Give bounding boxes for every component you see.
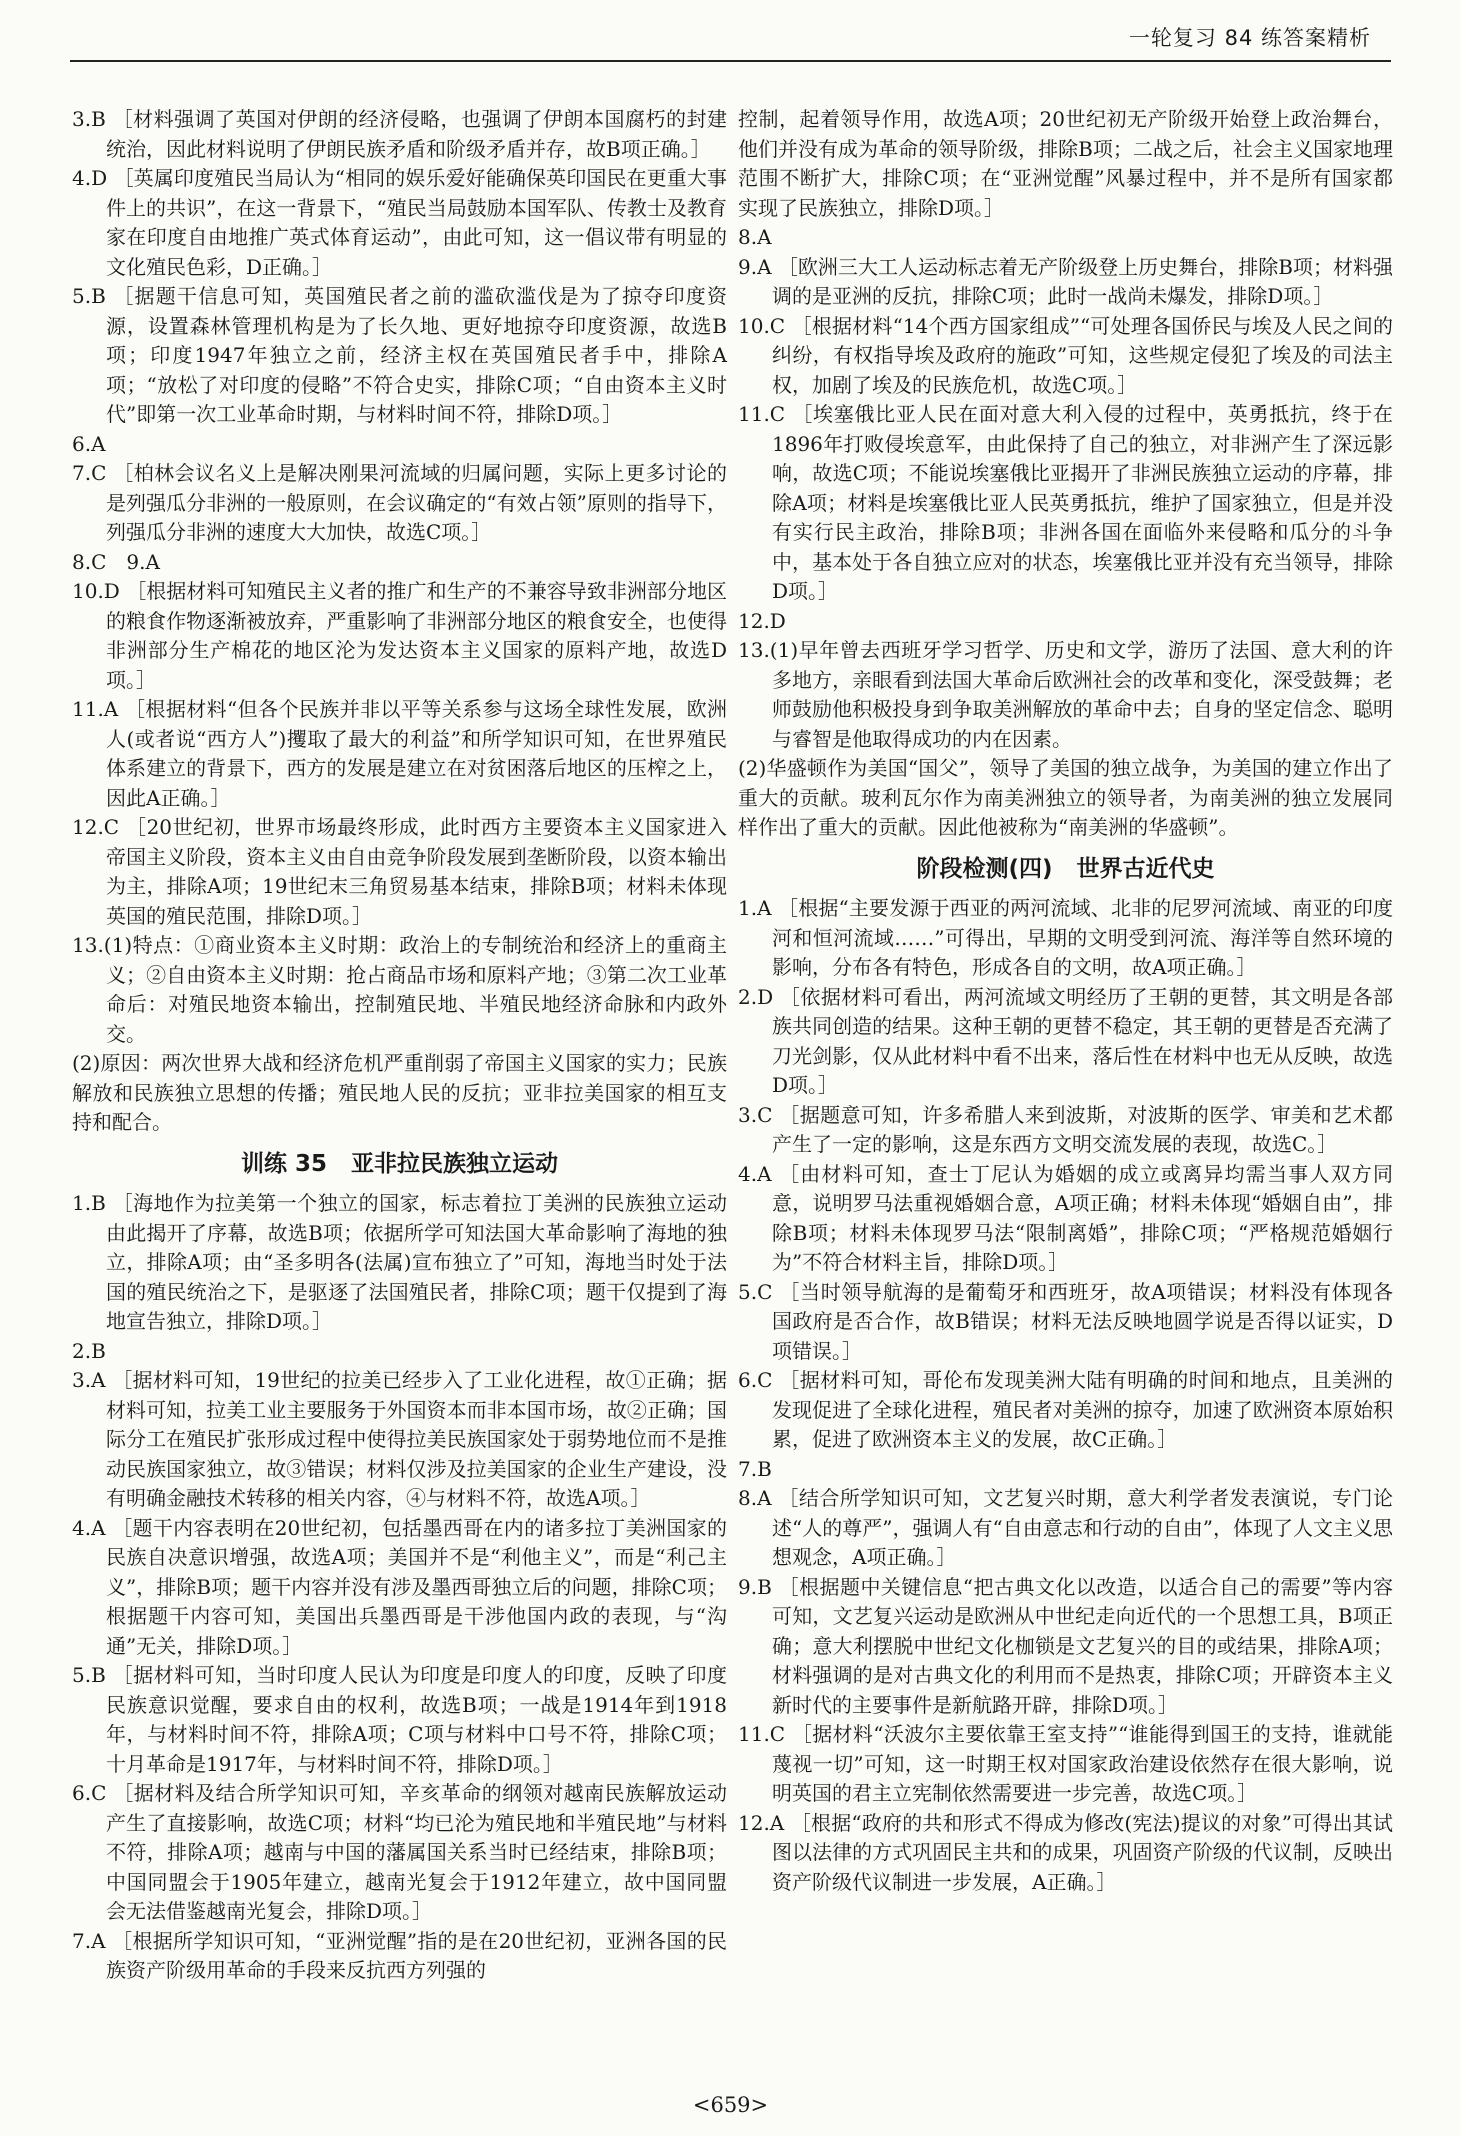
running-header: 一轮复习 84 练答案精析 [1128,26,1371,50]
section-label: 训练 35 [240,1150,327,1177]
answer-item: 6.C ［据材料及结合所学知识可知，辛亥革命的纲领对越南民族解放运动产生了直接影响，故选C项；材料“均已沦为殖民地和半殖民地”与材料不符，排除A项；越南与中国的藩属国关系当时已经结束，排除B项；中国同盟会于1905年建立，越南光复会于1912年建立，故中国同盟会无法借鉴越南光复会，排除D项。］ [72,1781,727,1923]
answer-item: 6.C ［据材料可知，哥伦布发现美洲大陆有明确的时间和地点，且美洲的发现促进了全球化进程，殖民者对美洲的掠夺，加速了欧洲资本原始积累，促进了欧洲资本主义的发展，故C正确。］ [738,1368,1393,1451]
answer-item: 12.C ［20世纪初，世界市场最终形成，此时西方主要资本主义国家进入帝国主义阶段，资本主义由自由竞争阶段发展到垄断阶段，以资本输出为主，排除A项；19世纪末三角贸易基本结束，排除B项；材料未体现英国的殖民范围，排除D项。］ [72,815,727,928]
page-number: <659> [692,2093,769,2117]
left-answers-after [72,1189,727,1986]
answer-item: 11.C ［埃塞俄比亚人民在面对意大利入侵的过程中，英勇抵抗，终于在1896年打败侵埃意军，由此保持了自己的独立，对非洲产生了深远影响，故选C项；不能说埃塞俄比亚揭开了非洲民族独立运动的序幕，排除A项；材料是埃塞俄比亚人民英勇抵抗，维护了国家独立，但是并没有实行民主政治，排除B项；非洲各国在面临外来侵略和瓜分的斗争中，基本处于各自独立应对的状态，埃塞俄比亚并没有充当领导，排除D项。］ [738,402,1393,603]
answer-item: 4.A ［题干内容表明在20世纪初，包括墨西哥在内的诸多拉丁美洲国家的民族自决意识增强，故选A项；美国并不是“利他主义”，而是“利己主义”，排除B项；题干内容并没有涉及墨西哥独立后的问题，排除C项；根据题干内容可知，美国出兵墨西哥是干涉他国内政的表现，与“沟通”无关，排除D项。］ [72,1515,727,1658]
answer-item: 3.A ［据材料可知，19世纪的拉美已经步入了工业化进程，故①正确；据材料可知，拉美工业主要服务于外国资本而非本国市场，故②正确；国际分工在殖民扩张形成过程中使得拉美民族国家处于弱势地位而不是推动民族国家独立，故③错误；材料仅涉及拉美国家的企业生产建设，没有明确金融技术转移的相关内容，④与材料不符，故选A项。］ [72,1368,727,1510]
right-answers-after [738,894,1393,1897]
section-heading-training-35 [72,1150,727,1180]
answer-item: 3.B ［材料强调了英国对伊朗的经济侵略，也强调了伊朗本国腐朽的封建统治，因此材料说明了伊朗民族矛盾和阶级矛盾并存，故B项正确。］ [72,107,727,161]
answer-item: 5.B ［据题干信息可知，英国殖民者之前的滥砍滥伐是为了掠夺印度资源，设置森林管理机构是为了长久地、更好地掠夺印度资源，故选B项；印度1947年独立之前，经济主权在英国殖民者手中，排除A项；“放松了对印度的侵略”不符合史实，排除C项；“自由资本主义时代”即第一次工业革命时期，与材料时间不符，排除D项。］ [72,284,727,426]
section-name: 世界古近代史 [1076,855,1215,882]
answer-item: 11.C ［据材料“沃波尔主要依靠王室支持”“谁能得到国王的支持，谁就能蔑视一切”可知，这一时期王权对国家政治建设依然存在很大影响，说明英国的君主立宪制依然需要进一步完善，故选C项。］ [738,1722,1393,1805]
answer-item: (2)华盛顿作为美国“国父”，领导了美国的独立战争，为美国的建立作出了重大的贡献。玻利瓦尔作为南美洲独立的领导者，为南美洲的独立发展同样作出了重大的贡献。因此他被称为“南美洲的华盛顿”。 [738,756,1393,839]
header-rule [70,60,1391,62]
section-name: 亚非拉民族独立运动 [351,1150,558,1177]
answer-item: 8.A [738,225,772,249]
section-label: 阶段检测(四) [916,855,1053,882]
section-heading-stage-test-4 [738,855,1393,885]
answer-item: 2.D ［依据材料可看出，两河流域文明经历了王朝的更替，其文明是各部族共同创造的结果。这种王朝的更替不稳定，其王朝的更替是否充满了刀光剑影，仅从此材料中看不出来，落后性在材料中也无从反映，故选D项。］ [738,984,1393,1097]
answer-item: 3.C ［据题意可知，许多希腊人来到波斯，对波斯的医学、审美和艺术都产生了一定的影响，这是东西方文明交流发展的表现，故选C。］ [738,1102,1393,1156]
answer-item: 13.(1)早年曾去西班牙学习哲学、历史和文学，游历了法国、意大利的许多地方，亲眼看到法国大革命后欧洲社会的改革和变化，深受鼓舞；老师鼓励他积极投身到争取美洲解放的革命中去；自身的坚定信念、聪明与睿智是他取得成功的内在因素。 [738,638,1393,751]
left-column [72,105,727,1986]
answer-item: 9.B ［根据题中关键信息“把古典文化以改造，以适合自己的需要”等内容可知，文艺复兴运动是欧洲从中世纪走向近代的一个思想工具，B项正确；意大利摆脱中世纪文化枷锁是文艺复兴的目的或结果，排除A项；材料强调的是对古典文化的利用而不是热衷，排除C项；开辟资本主义新时代的主要事件是新航路开辟，排除D项。］ [738,1574,1393,1717]
answer-item: 2.B [72,1338,106,1363]
answer-item: 13.(1)特点：①商业资本主义时期：政治上的专制统治和经济上的重商主义；②自由资本主义时期：抢占商品市场和原料产地；③第二次工业革命后：对殖民地资本输出，控制殖民地、半殖民地经济命脉和内政外交。 [72,933,727,1046]
answer-item: 7.C ［柏林会议名义上是解决刚果河流域的归属问题，实际上更多讨论的是列强瓜分非洲的一般原则，在会议确定的“有效占领”原则的指导下，列强瓜分非洲的速度大大加快，故选C项。］ [72,461,727,544]
answer-item: 5.B ［据材料可知，当时印度人民认为印度是印度人的印度，反映了印度民族意识觉醒，要求自由的权利，故选B项；一战是1914年到1918年，与材料时间不符，排除A项；C项与材料中口号不符，排除C项；十月革命是1917年，与材料时间不符，排除D项。］ [72,1663,727,1776]
answer-item: 9.A ［欧洲三大工人运动标志着无产阶级登上历史舞台，排除B项；材料强调的是亚洲的反抗，排除C项；此时一战尚未爆发，排除D项。］ [738,254,1393,308]
answer-item: 8.A ［结合所学知识可知，文艺复兴时期，意大利学者发表演说，专门论述“人的尊严”，强调人有“自由意志和行动的自由”，体现了人文主义思想观念，A项正确。］ [738,1486,1393,1569]
answer-item: 5.C ［当时领导航海的是葡萄牙和西班牙，故A项错误；材料没有体现各国政府是否合作，故B错误；材料无法反映地圆学说是否得以证实，D项错误。］ [738,1279,1393,1363]
answer-item: 7.A ［根据所学知识可知，“亚洲觉醒”指的是在20世纪初，亚洲各国的民族资产阶级用革命的手段来反抗西方列强的 [72,1928,727,1982]
right-answers-before [738,105,1393,843]
answer-item: 控制，起着领导作用，故选A项；20世纪初无产阶级开始登上政治舞台，他们并没有成为革命的领导阶级，排除B项；二战之后，社会主义国家地理范围不断扩大，排除C项；在“亚洲觉醒”风暴过程中，并不是所有国家都实现了民族独立，排除D项。］ [738,107,1393,220]
answer-item: 4.A ［由材料可知，查士丁尼认为婚姻的成立或离异均需当事人双方同意，说明罗马法重视婚姻合意，A项正确；材料未体现“婚姻自由”，排除B项；材料未体现罗马法“限制离婚”，排除C项；“严格规范婚姻行为”不符合材料主旨，排除D项。］ [738,1161,1393,1274]
answer-item: 11.A ［根据材料“但各个民族并非以平等关系参与这场全球性发展，欧洲人(或者说“西方人”)攫取了最大的利益”和所学知识可知，在世界殖民体系建立的背景下，西方的发展是建立在对贫困落后地区的压榨之上，因此A正确。］ [72,697,727,810]
answer-item: 6.A [72,431,106,456]
answer-item: 1.B ［海地作为拉美第一个独立的国家，标志着拉丁美洲的民族独立运动由此揭开了序幕，故选B项；依据所学可知法国大革命影响了海地的独立，排除A项；由“圣多明各(法属)宣布独立了”可知，海地当时处于法国的殖民统治之下，是驱逐了法国殖民者，排除C项；题干仅提到了海地宣告独立，排除D项。］ [72,1191,727,1333]
answer-item: (2)原因：两次世界大战和经济危机严重削弱了帝国主义国家的实力；民族解放和民族独立思想的传播；殖民地人民的反抗；亚非拉美国家的相互支持和配合。 [72,1051,727,1134]
answer-item: 7.B [738,1456,772,1481]
answer-item: 1.A ［根据“主要发源于西亚的两河流域、北非的尼罗河流域、南亚的印度河和恒河流域……”可得出，早期的文明受到河流、海洋等自然环境的影响，分布各有特色，形成各自的文明，故A项正确。］ [738,896,1393,979]
answer-item: 10.C ［根据材料“14个西方国家组成”“可处理各国侨民与埃及人民之间的纠纷，有权指导埃及政府的施政”可知，这些规定侵犯了埃及的司法主权，加剧了埃及的民族危机，故选C项。］ [738,313,1393,397]
answer-item: 10.D ［根据材料可知殖民主义者的推广和生产的不兼容导致非洲部分地区的粮食作物逐渐被放弃，严重影响了非洲部分地区的粮食安全，也使得非洲部分生产棉花的地区沦为发达资本主义国家的原料产地，故选D项。］ [72,579,727,692]
right-column [738,105,1393,1897]
answer-item: 12.A ［根据“政府的共和形式不得成为修改(宪法)提议的对象”可得出其试图以法律的方式巩固民主共和的成果，巩固资产阶级的代议制，反映出资产阶级代议制进一步发展，A正确。］ [738,1810,1393,1894]
answer-item: 4.D ［英属印度殖民当局认为“相同的娱乐爱好能确保英印国民在更重大事件上的共识”，在这一背景下，“殖民当局鼓励本国军队、传教士及教育家在印度自由地推广英式体育运动”，由此可知，这一倡议带有明显的文化殖民色彩，D正确。］ [72,166,727,279]
answer-item: 12.D [738,608,786,633]
answer-item: 8.C 9.A [72,549,160,574]
left-answers-before [72,105,727,1138]
